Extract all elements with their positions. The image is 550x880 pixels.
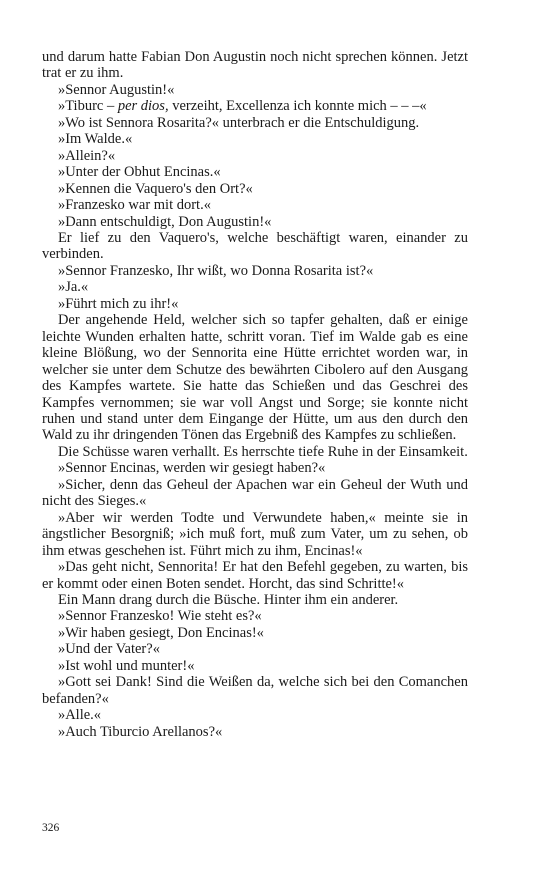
paragraph: »Wo ist Sennora Rosarita?« unterbrach er die Entschuldigung. — [57, 114, 420, 131]
paragraph: »Sicher, denn das Geheul der Apachen war ein Geheul der Wuth und nicht des Sieges.« — [42, 476, 468, 510]
paragraph: »Im Walde.« — [57, 131, 133, 148]
paragraph: »Franzesko war mit dort.« — [57, 197, 211, 214]
paragraph: »Ja.« — [57, 279, 89, 296]
paragraph: Die Schüsse waren verhallt. Es herrschte tiefe Ruhe in der Einsamkeit. — [57, 443, 468, 460]
paragraph: »Sennor Augustin!« — [57, 81, 175, 98]
paragraph: »Dann entschuldigt, Don Augustin!« — [57, 213, 272, 230]
text-run: verzeiht, Excellenza ich konnte mich – – –« — [168, 98, 427, 115]
paragraph: Ein Mann drang durch die Büsche. Hinter ihm ein anderer. — [57, 591, 399, 608]
paragraph: »Kennen die Vaquero's den Ort?« — [57, 180, 253, 197]
paragraph: »Ist wohl und munter!« — [57, 657, 195, 674]
paragraph: »Unter der Obhut Encinas.« — [57, 164, 221, 181]
paragraph: und darum hatte Fabian Don Augustin noch nicht sprechen können. Jetzt trat er zu ihm. — [42, 49, 468, 82]
book-page-text — [42, 49, 468, 740]
paragraph: »Sennor Encinas, werden wir gesiegt haben?« — [57, 460, 326, 477]
paragraph: »Allein?« — [57, 147, 116, 164]
paragraph: »Und der Vater?« — [57, 641, 160, 658]
page-number: 326 — [42, 822, 60, 834]
paragraph: »Sennor Franzesko! Wie steht es?« — [57, 608, 262, 625]
paragraph: »Alle.« — [57, 707, 102, 724]
text-run: »Tiburc – — [57, 98, 118, 115]
paragraph: Er lief zu den Vaquero's, welche beschäftigt waren, einander zu verbinden. — [42, 229, 468, 263]
paragraph: »Gott sei Dank! Sind die Weißen da, welche sich bei den Comanchen befanden?« — [42, 674, 468, 707]
paragraph: »Aber wir werden Todte und Verwundete haben,« meinte sie in ängstlicher Besorgniß; »ich muß fort, muß zum Vater, um zu sehen, ob ihm etwas geschehen ist. Führt mich zu ihm, Encinas!« — [42, 509, 468, 559]
paragraph: »Sennor Franzesko, Ihr wißt, wo Donna Rosarita ist?« — [57, 262, 374, 279]
paragraph: »Führt mich zu ihr!« — [57, 295, 179, 312]
paragraph: Der angehende Held, welcher sich so tapfer gehalten, daß er einige leichte Wunden erhalten hatte, schritt voran. Tief im Walde gab es eine kleine Blößung, wo der Sennorita eine Hütte errichtet worden war, in welcher sie unter dem Schutze des bewährten Cibolero auf den Ausgang des Kampfes wartete. Sie hatte das Schießen und das Geschrei des Kampfes vernommen; sie war voll Angst und Sorge; sie konnte nicht ruhen und stand unter dem Eingange der Hütte, um aus den durch den Wald zu ihr dringenden Tönen das Ergebniß des Kampfes zu schließen. — [42, 312, 468, 444]
paragraph — [42, 98, 468, 114]
paragraph: »Das geht nicht, Sennorita! Er hat den Befehl gegeben, zu warten, bis er kommt oder einen Boten sendet. Horcht, das sind Schritte!« — [42, 559, 468, 592]
italic-phrase: per dios, — [117, 98, 169, 115]
paragraph: »Auch Tiburcio Arellanos?« — [57, 723, 223, 740]
paragraph: »Wir haben gesiegt, Don Encinas!« — [57, 624, 264, 641]
